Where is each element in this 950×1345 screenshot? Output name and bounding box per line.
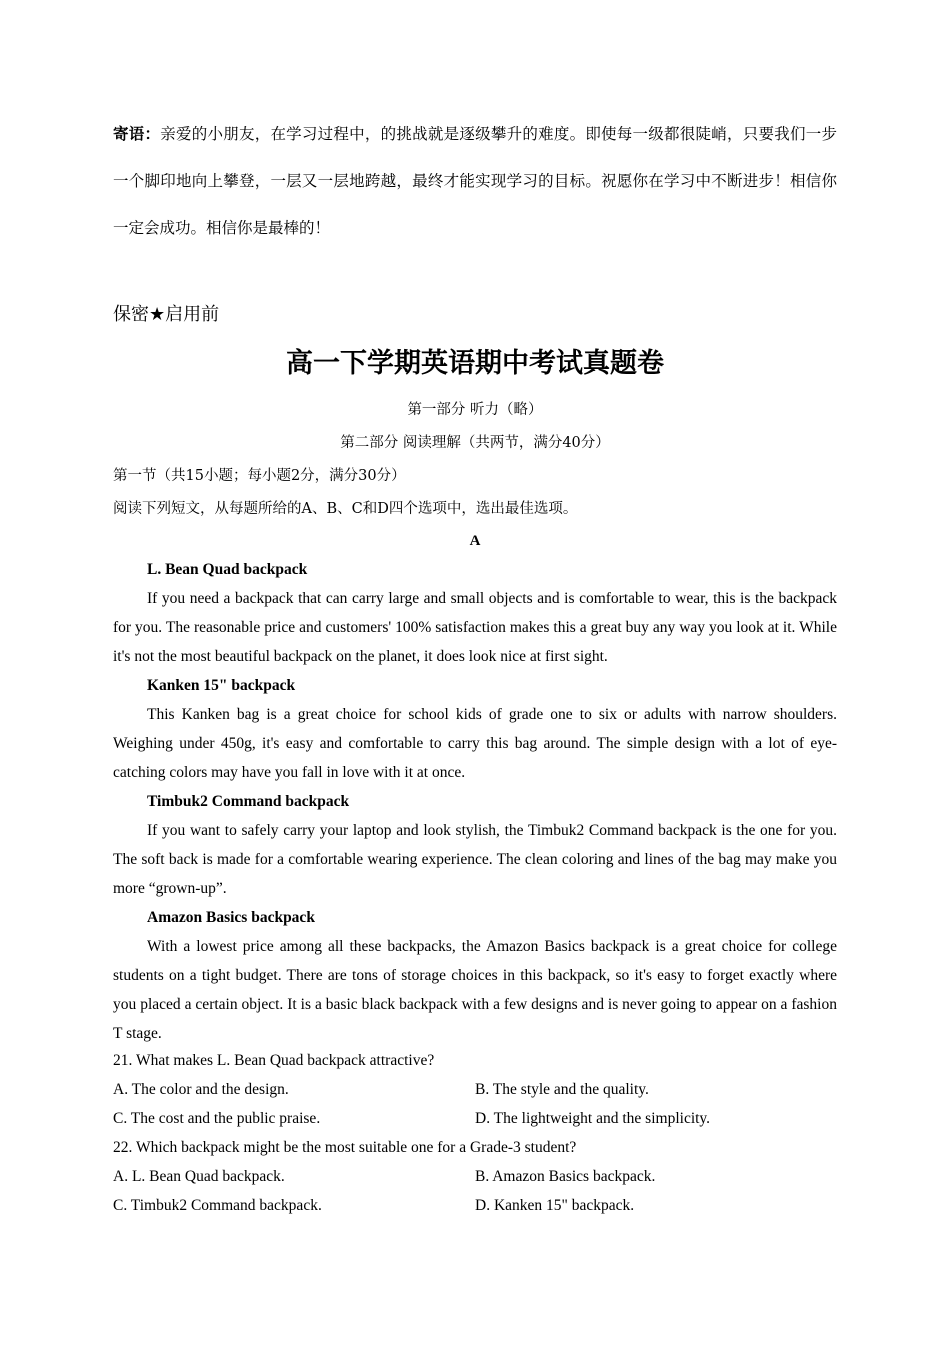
article-paragraph: If you want to safely carry your laptop and look stylish, the Timbuk2 Command backpack is the one for you. The soft back is made for a comfortable wearing experience. The clean coloring and lines of the bag may make you more “grown-up”. [113, 822, 837, 897]
article-heading: Timbuk2 Command backpack [147, 793, 350, 810]
option-d: D. Kanken 15" backpack. [475, 1197, 635, 1214]
option-b: B. The style and the quality. [475, 1081, 649, 1098]
option-b: B. Amazon Basics backpack. [475, 1168, 656, 1185]
part-two-heading: 第二部分 阅读理解（共两节，满分40分） [340, 435, 610, 451]
article-heading: Amazon Basics backpack [147, 909, 315, 926]
part-one-heading: 第一部分 听力（略） [407, 402, 543, 418]
option-c: C. The cost and the public praise. [113, 1110, 321, 1127]
question-stem: 21. What makes L. Bean Quad backpack attractive? [113, 1052, 435, 1069]
article-heading: L. Bean Quad backpack [147, 561, 308, 578]
section-one-heading: 第一节（共15小题；每小题2分，满分30分） [113, 468, 406, 484]
option-row [113, 1104, 837, 1133]
intro-label: 寄语： [113, 124, 161, 143]
question-stem: 22. Which backpack might be the most suitable one for a Grade-3 student? [113, 1139, 577, 1156]
confidential-label: 保密★启用前 [113, 304, 220, 325]
instructions: 阅读下列短文，从每题所给的A、B、C和D四个选项中，选出最佳选项。 [113, 501, 578, 517]
option-a: A. L. Bean Quad backpack. [113, 1168, 285, 1185]
option-a: A. The color and the design. [113, 1081, 289, 1098]
option-row [113, 1162, 837, 1191]
passage-label: A [469, 533, 481, 549]
option-d: D. The lightweight and the simplicity. [475, 1110, 711, 1127]
article-paragraph: If you need a backpack that can carry large and small objects and is comfortable to wear, this is the backpack for you. The reasonable price and customers' 100% satisfaction makes this a great buy any way you look at it. While it's not the most beautiful backpack on the planet, it does look nice at first sight. [113, 590, 837, 665]
intro-message [113, 110, 837, 252]
article-heading: Kanken 15" backpack [147, 677, 296, 694]
page-title: 高一下学期英语期中考试真题卷 [286, 348, 664, 379]
intro-text: 亲爱的小朋友，在学习过程中，的挑战就是逐级攀升的难度。即使每一级都很陡峭，只要我们一步一个脚印地向上攀登，一层又一层地跨越，最终才能实现学习的目标。祝愿你在学习中不断进步！相信你一定会成功。相信你是最棒的！ [113, 125, 837, 237]
questions [113, 1046, 837, 1220]
article-paragraph: With a lowest price among all these backpacks, the Amazon Basics backpack is a great choice for college students on a tight budget. There are tons of storage choices in this backpack, so it's easy to forget exactly where you placed a certain object. It is a basic black backpack with a few designs and is never going to appear on a fashion T stage. [113, 938, 837, 1042]
option-row [113, 1075, 837, 1104]
option-row [113, 1191, 837, 1220]
option-c: C. Timbuk2 Command backpack. [113, 1197, 322, 1214]
reading-passage [113, 555, 837, 1048]
article-paragraph: This Kanken bag is a great choice for school kids of grade one to six or adults with narrow shoulders. Weighing under 450g, it's easy and comfortable to carry this bag around. The simple design with a lot of eye-catching colors may have you fall in love with it at once. [113, 706, 837, 781]
